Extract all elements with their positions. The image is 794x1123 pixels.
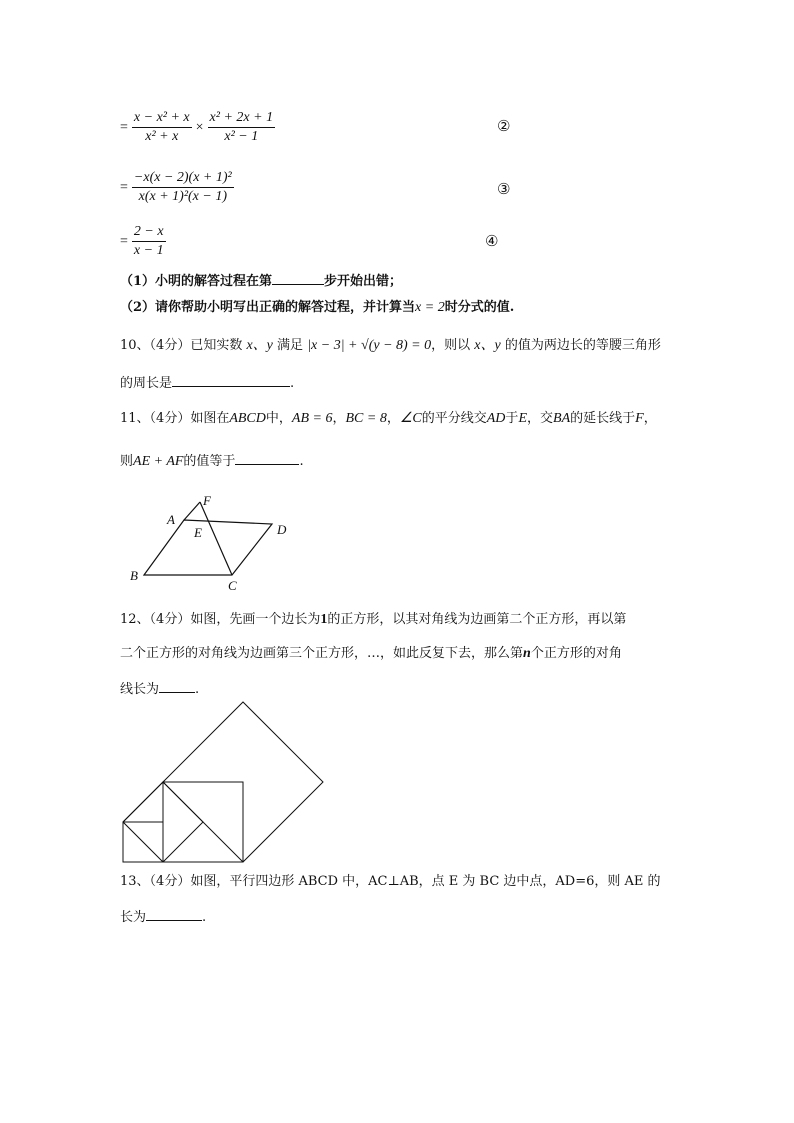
q11-end: . <box>299 454 304 469</box>
times-sign: × <box>195 119 204 135</box>
q1-prefix: （1）小明的解答过程在第 <box>120 274 273 289</box>
q1-suffix: 步开始出错； <box>324 274 403 289</box>
answer-blank[interactable] <box>272 270 324 285</box>
numerator: −x(x − 2)(x + 1)² <box>132 170 234 188</box>
denominator: x − 1 <box>133 243 164 258</box>
label-e: E <box>194 525 202 540</box>
q11-t6: ， <box>643 411 657 426</box>
q12-line1b: 的正方形，以其对角线为边画第二个正方形，再以第 <box>327 612 627 627</box>
step-marker-4: ④ <box>485 232 499 250</box>
figure-parallelogram <box>120 495 320 595</box>
answer-blank[interactable] <box>172 372 290 387</box>
q11-t5: 的延长线于 <box>570 411 636 426</box>
answer-blank[interactable] <box>159 678 195 693</box>
q11-e: E <box>518 411 527 426</box>
equals-sign: = <box>120 179 128 195</box>
q10-vars: x、y <box>246 338 273 353</box>
q11-ad: AD <box>486 411 506 426</box>
q10-condition: |x − 3| + √(y − 8) = 0 <box>307 338 432 353</box>
question-13-line-2 <box>120 906 206 927</box>
diagonal-1 <box>123 822 163 862</box>
q11-angle: ∠C <box>399 411 422 426</box>
denominator: x² − 1 <box>224 129 259 144</box>
q11-ab: AB = 6 <box>291 411 333 426</box>
step-marker-3: ③ <box>497 180 511 198</box>
q2-math: x = 2 <box>415 300 445 315</box>
label-b: B <box>130 568 138 583</box>
q12-line2b: 个正方形的对角 <box>530 646 622 661</box>
answer-blank[interactable] <box>146 906 202 921</box>
q12-line3: 线长为 <box>120 682 160 697</box>
question-10-line-1 <box>120 337 661 355</box>
question-11-line-2 <box>120 450 304 471</box>
q12-end: . <box>195 682 200 697</box>
q2-suffix: 时分式的值. <box>444 300 515 315</box>
denominator: x² + x <box>145 129 179 144</box>
question-10-line-2 <box>120 372 294 393</box>
q13-line2: 长为 <box>120 910 147 925</box>
q11-sep2: ， <box>386 411 400 426</box>
question-12-line-1 <box>120 611 626 629</box>
parallelogram-abcd <box>144 520 272 575</box>
q11-line2-post: 的值等于 <box>183 454 236 469</box>
q12-line1: 12、（4分）如图，先画一个边长为 <box>120 612 321 627</box>
q10-cond-mid: 满足 <box>277 338 304 353</box>
question-13-line-1 <box>120 873 661 891</box>
fraction-1 <box>132 110 192 145</box>
label-c: C <box>228 578 237 593</box>
question-12-line-3 <box>120 678 199 699</box>
q12-one: 1 <box>320 612 328 627</box>
answer-blank[interactable] <box>235 450 299 465</box>
sub-question-1 <box>120 270 402 291</box>
numerator: 2 − x <box>132 224 166 242</box>
q11-line2-pre: 则 <box>120 454 134 469</box>
q11-label: 11、（4分）如图在 <box>120 411 230 426</box>
q11-f: F <box>635 411 644 426</box>
q10-then: ，则以 <box>431 338 471 353</box>
fraction <box>132 170 234 205</box>
q11-t3: 于 <box>505 411 519 426</box>
equals-sign: = <box>120 119 128 135</box>
q10-end: . <box>290 376 295 391</box>
equation-step-3 <box>120 170 234 205</box>
q11-para: ABCD <box>229 411 266 426</box>
q10-vars2: x、y <box>474 338 501 353</box>
denominator: x(x + 1)²(x − 1) <box>138 189 228 204</box>
q10-label: 10、（4分）已知实数 <box>120 338 243 353</box>
question-11-line-1 <box>120 410 657 428</box>
step-marker-2: ② <box>497 117 511 135</box>
q11-sep: ， <box>332 411 346 426</box>
figure-nested-squares <box>118 700 328 865</box>
segment-af <box>184 502 200 520</box>
q2-prefix: （2）请你帮助小明写出正确的解答过程，并计算当 <box>120 300 416 315</box>
q12-line2: 二个正方形的对角线为边画第三个正方形，…，如此反复下去，那么第 <box>120 646 524 661</box>
label-f: F <box>203 495 211 508</box>
label-d: D <box>277 522 287 537</box>
sub-question-2 <box>120 299 514 317</box>
q11-bc: BC = 8 <box>345 411 387 426</box>
fraction <box>132 224 166 259</box>
equals-sign: = <box>120 233 128 249</box>
q11-t4: ，交 <box>527 411 554 426</box>
q13-line1: 13、（4分）如图，平行四边形 ABCD 中，AC⊥AB，点 E 为 BC 边中点，AD=6，则 AE 的 <box>120 874 661 889</box>
equation-step-4 <box>120 224 166 259</box>
q12-n: n <box>523 646 531 661</box>
equation-step-2 <box>120 110 275 145</box>
q11-t1: 中， <box>265 411 292 426</box>
q11-t2: 的平分线交 <box>421 411 487 426</box>
numerator: x² + 2x + 1 <box>208 110 276 128</box>
fraction-2 <box>208 110 276 145</box>
label-a: A <box>167 512 175 527</box>
q10-line2: 的周长是 <box>120 376 173 391</box>
q10-rest: 的值为两边长的等腰三角形 <box>504 338 661 353</box>
question-12-line-2 <box>120 645 622 663</box>
numerator: x − x² + x <box>132 110 192 128</box>
q11-ba: BA <box>553 411 571 426</box>
segment-fc <box>200 502 232 575</box>
q11-sum: AE + AF <box>133 454 184 469</box>
q13-end: . <box>202 910 207 925</box>
